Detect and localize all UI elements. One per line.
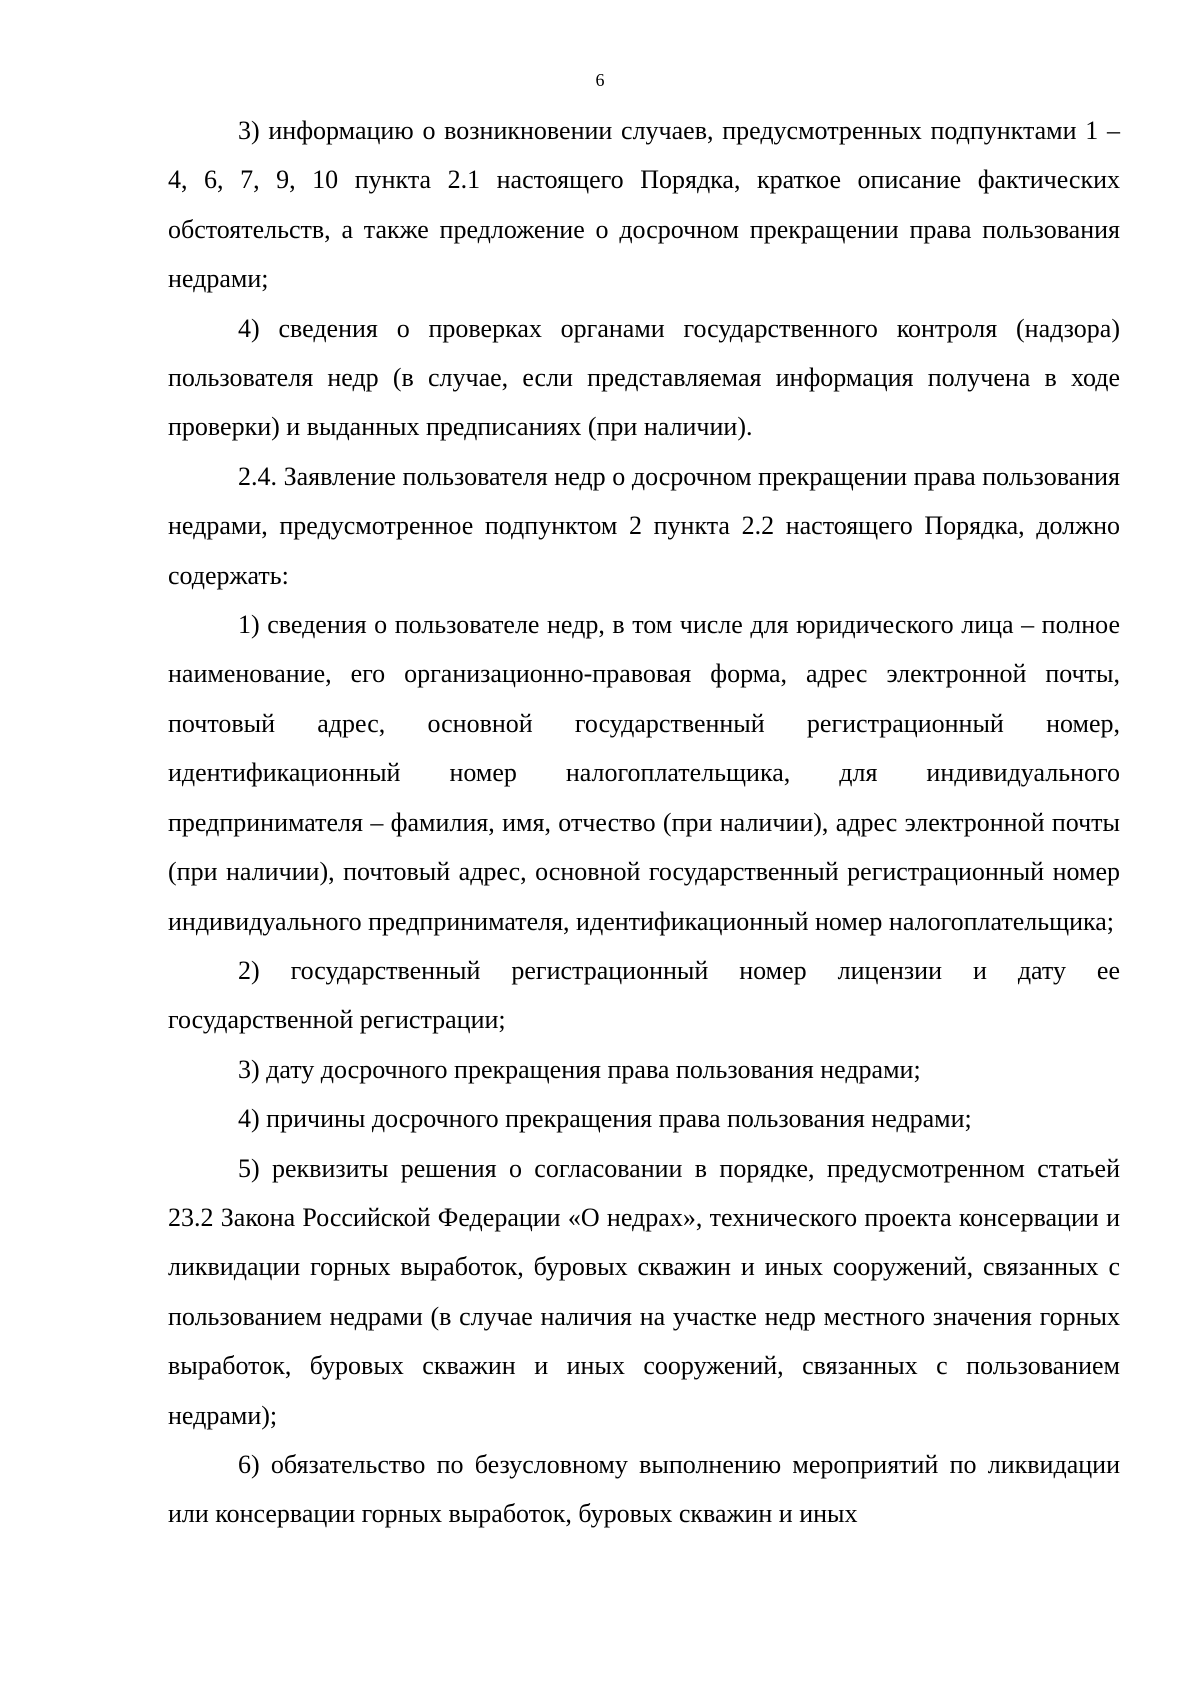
paragraph-item-4: 4) сведения о проверках органами государственного контроля (надзора) пользователя недр (в случае, если представляемая информация получена в ходе проверки) и выданных предписаниях (при наличии).	[168, 313, 1120, 442]
paragraph-item-3: 3) информацию о возникновении случаев, предусмотренных подпунктами 1 – 4, 6, 7, 9, 10 пункта 2.1 настоящего Порядка, краткое описание фактических обстоятельств, а также предложение о досрочном прекращении права пользования недрами;	[168, 116, 1120, 294]
paragraph-subitem-1: 1) сведения о пользователе недр, в том числе для юридического лица – полное наименование, его организационно-правовая форма, адрес электронной почты, почтовый адрес, основной государственный регистрационный номер, идентификационный номер налогоплательщика, для индивидуального предпринимателя – фамилия, имя, отчество (при наличии), адрес электронной почты (при наличии), почтовый адрес, основной государственный регистрационный номер индивидуального предпринимателя, идентификационный номер налогоплательщика;	[168, 610, 1120, 936]
paragraph-subitem-4: 4) причины досрочного прекращения права пользования недрами;	[238, 1104, 972, 1134]
paragraph-subitem-3: 3) дату досрочного прекращения права пользования недрами;	[238, 1054, 921, 1084]
paragraph-subitem-6: 6) обязательство по безусловному выполнению мероприятий по ликвидации или консервации горных выработок, буровых скважин и иных	[168, 1449, 1120, 1529]
paragraph-subitem-5: 5) реквизиты решения о согласовании в порядке, предусмотренном статьей 23.2 Закона Российской Федерации «О недрах», технического проекта консервации и ликвидации горных выработок, буровых скважин и иных сооружений, связанных с пользованием недрами (в случае наличия на участке недр местного значения горных выработок, буровых скважин и иных сооружений, связанных с пользованием недрами);	[168, 1153, 1120, 1430]
page-number: 6	[595, 70, 605, 90]
paragraph-section-2-4: 2.4. Заявление пользователя недр о досрочном прекращении права пользования недрами, предусмотренное подпунктом 2 пункта 2.2 настоящего Порядка, должно содержать:	[168, 461, 1120, 590]
document-body	[168, 106, 1120, 1539]
paragraph-subitem-2: 2) государственный регистрационный номер лицензии и дату ее государственной регистрации;	[168, 955, 1120, 1035]
